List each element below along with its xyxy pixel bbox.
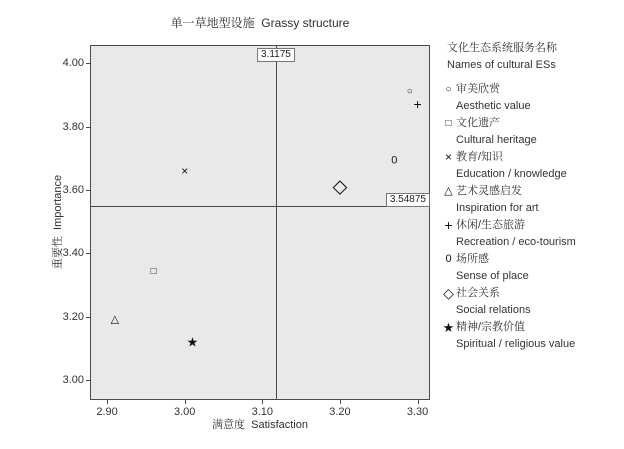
- plot-area: [90, 45, 430, 400]
- ref-label-vertical: 3.1175: [257, 48, 295, 62]
- x-axis-label: 满意度 Satisfaction: [212, 419, 308, 431]
- x-tick-label: 3.30: [406, 406, 429, 418]
- legend-item-zh-row: [441, 251, 621, 268]
- legend-label-en: Spiritual / religious value: [456, 338, 576, 350]
- legend-item: [441, 183, 621, 217]
- y-tick: [86, 253, 90, 254]
- legend-item: [441, 149, 621, 183]
- legend-item: [441, 217, 621, 251]
- legend-title-zh: 文化生态系统服务名称: [447, 42, 557, 54]
- y-tick: [86, 190, 90, 191]
- legend-label-zh: 休闲/生态旅游: [456, 219, 526, 231]
- legend-label-zh: 场所感: [456, 253, 489, 265]
- legend-item: [441, 285, 621, 319]
- x-tick-label: 3.00: [173, 406, 196, 418]
- ref-label-horizontal: 3.54875: [386, 193, 430, 207]
- legend-item-zh-row: [441, 149, 621, 166]
- data-point-zero: 0: [391, 154, 398, 167]
- y-tick-label: 3.80: [62, 120, 84, 133]
- legend-items: [441, 81, 621, 353]
- ref-line-vertical: [276, 45, 277, 400]
- legend-marker-zero-icon: 0: [445, 253, 452, 265]
- ref-line-horizontal: [90, 206, 430, 207]
- data-point-diamond: ◇: [332, 176, 348, 198]
- legend-item-zh-row: [441, 81, 621, 98]
- legend-item-zh-row: [441, 319, 621, 336]
- legend-item-zh-row: [441, 285, 621, 302]
- y-tick: [86, 317, 90, 318]
- data-point-star: ★: [186, 334, 199, 350]
- legend-label-zh: 社会关系: [456, 287, 500, 299]
- x-tick-label: 3.20: [329, 406, 351, 418]
- legend-item-zh-row: [441, 115, 621, 132]
- data-point-cross: ×: [181, 163, 189, 178]
- data-point-plus: +: [413, 96, 422, 113]
- data-point-circle: ○: [406, 85, 413, 97]
- legend-marker-cross-icon: ×: [444, 150, 452, 164]
- y-tick-label: 3.40: [62, 247, 84, 260]
- y-axis-label: 重要性 Importance: [52, 174, 64, 270]
- legend-marker-triangle-icon: △: [444, 185, 453, 197]
- legend-item-zh-row: [441, 183, 621, 200]
- legend-label-zh: 艺术灵感启发: [456, 185, 522, 197]
- legend-title-en: Names of cultural ESs: [447, 59, 556, 71]
- y-tick: [86, 127, 90, 128]
- legend-marker-square-icon: □: [445, 118, 452, 129]
- legend-item: [441, 251, 621, 285]
- y-tick: [86, 380, 90, 381]
- x-tick: [340, 400, 341, 404]
- x-tick: [107, 400, 108, 404]
- legend-label-zh: 文化遗产: [456, 117, 500, 129]
- data-point-triangle: △: [110, 313, 120, 326]
- legend-marker-diamond-icon: ◇: [443, 285, 454, 301]
- x-tick-label: 3.10: [251, 406, 274, 418]
- legend-item: [441, 319, 621, 353]
- legend-item: [441, 81, 621, 115]
- y-tick-label: 3.20: [62, 310, 84, 323]
- legend-item: [441, 115, 621, 149]
- data-point-square: □: [150, 266, 157, 278]
- legend-label-zh: 精神/宗教价值: [456, 321, 526, 333]
- legend-label-en: Education / knowledge: [456, 168, 567, 180]
- legend-label-zh: 审美欣赏: [456, 83, 500, 95]
- legend-label-en: Cultural heritage: [456, 134, 537, 146]
- x-tick: [185, 400, 186, 404]
- legend-marker-star-icon: ★: [442, 320, 455, 335]
- legend-marker-plus-icon: +: [444, 217, 453, 233]
- x-tick: [418, 400, 419, 404]
- y-tick-label: 3.60: [62, 183, 84, 196]
- y-tick: [86, 63, 90, 64]
- legend-label-en: Inspiration for art: [456, 202, 539, 214]
- legend-label-en: Sense of place: [456, 270, 529, 282]
- legend-item-zh-row: [441, 217, 621, 234]
- legend: [441, 40, 621, 353]
- legend-label-en: Recreation / eco-tourism: [456, 236, 576, 248]
- legend-marker-circle-icon: ○: [445, 84, 452, 95]
- legend-label-zh: 教育/知识: [456, 151, 504, 163]
- legend-label-en: Social relations: [456, 304, 531, 316]
- x-tick: [262, 400, 263, 404]
- y-tick-label: 3.00: [62, 374, 84, 387]
- x-tick-label: 2.90: [96, 406, 118, 418]
- chart-title: 单一草地型设施 Grassy structure: [170, 16, 350, 30]
- legend-label-en: Aesthetic value: [456, 100, 531, 112]
- y-tick-label: 4.00: [62, 57, 84, 70]
